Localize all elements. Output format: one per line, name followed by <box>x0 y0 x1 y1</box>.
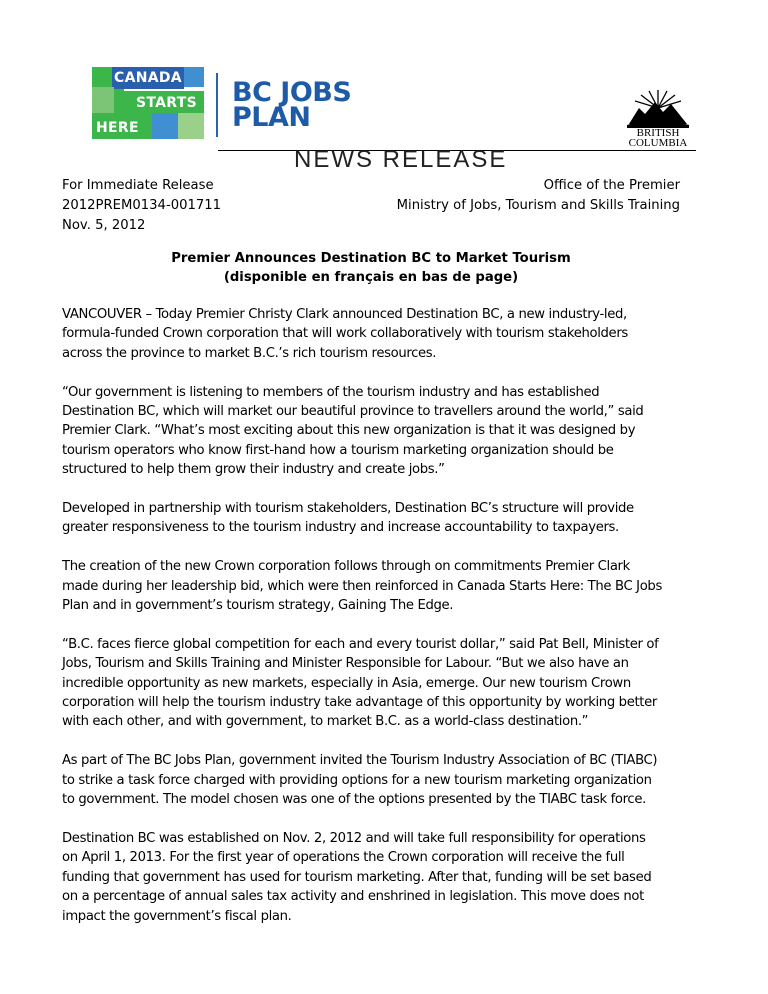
text-line: corporation will help the tourism industry take advantage of this opportunity by working better <box>62 695 657 711</box>
release-meta-left <box>62 176 221 236</box>
release-number: 2012PREM0134-001711 <box>62 198 222 213</box>
text-line: VANCOUVER – Today Premier Christy Clark announced Destination BC, a new industry-led, <box>62 307 627 322</box>
text-line: formula-funded Crown corporation that will work collaboratively with tourism stakeholders <box>62 326 628 342</box>
text-line: incredible opportunity as new markets, especially in Asia, emerge. Our new tourism Crown <box>62 675 631 691</box>
paragraph <box>62 635 686 732</box>
issuing-ministry: Ministry of Jobs, Tourism and Skills Training <box>396 198 680 213</box>
paragraph <box>62 499 686 538</box>
jobs-plan-line-1: BC JOBS <box>232 77 352 108</box>
bc-name-line-2: COLUMBIA <box>628 137 688 149</box>
text-line: “Our government is listening to members of the tourism industry and has established <box>62 384 600 400</box>
release-body <box>62 305 686 945</box>
text-line: Jobs, Tourism and Skills Training and Minister Responsible for Labour. “But we also have an <box>62 656 629 672</box>
jobs-plan-line-2: PLAN <box>232 102 311 133</box>
news-release-title: NEWS RELEASE <box>294 146 508 173</box>
text-line: to strike a task force charged with providing options for a new tourism marketing organization <box>62 772 652 788</box>
text-line: The creation of the new Crown corporation follows through on commitments Premier Clark <box>62 559 630 575</box>
headline-subtitle: (disponible en français en bas de page) <box>223 270 519 285</box>
text-line: across the province to market B.C.’s rich tourism resources. <box>62 345 437 361</box>
issuing-office: Office of the Premier <box>543 178 680 193</box>
paragraph <box>62 829 686 926</box>
text-line: on a percentage of annual sales tax activity and enshrined in legislation. This move does not <box>62 889 644 905</box>
text-line: greater responsiveness to the tourism industry and increase accountability to taxpayers. <box>62 520 619 536</box>
text-line: impact the government’s fiscal plan. <box>62 908 292 924</box>
text-line: with each other, and with government, to market B.C. as a world-class destination.” <box>62 714 589 730</box>
paragraph <box>62 751 686 809</box>
bc-jobs-plan-logo <box>232 77 352 133</box>
text-line: on April 1, 2013. For the first year of operations the Crown corporation will receive the full <box>62 850 625 866</box>
text-line: tourism operators who know first-hand how a tourism marketing organization should be <box>62 442 614 458</box>
text-line: structured to help them grow their industry and create jobs.” <box>62 462 445 478</box>
british-columbia-wordmark <box>620 128 696 148</box>
bc-name-line-1: BRITISH <box>636 127 680 139</box>
release-date: Nov. 5, 2012 <box>62 218 146 233</box>
logo-word-here: HERE <box>96 120 139 136</box>
text-line: Developed in partnership with tourism stakeholders, Destination BC’s structure will provide <box>62 501 634 517</box>
logo-word-starts: STARTS <box>136 95 197 111</box>
bc-sun-mountain-emblem-icon <box>625 88 691 128</box>
logo-word-canada: CANADA <box>114 70 182 86</box>
paragraph <box>62 383 686 480</box>
logo-divider <box>216 73 218 137</box>
text-line: Premier Clark. “What’s most exciting about this new organization is that it was designed by <box>62 423 636 439</box>
text-line: funding that government has used for tourism marketing. After that, funding will be set based <box>62 869 652 885</box>
text-line: Plan and in government’s tourism strategy, Gaining The Edge. <box>62 598 454 614</box>
paragraph <box>62 305 686 363</box>
text-line: Destination BC, which will market our beautiful province to travellers around the world,” said <box>62 404 644 420</box>
headline-title: Premier Announces Destination BC to Market Tourism <box>171 251 571 266</box>
paragraph <box>62 557 686 615</box>
text-line: to government. The model chosen was one of the options presented by the TIABC task force. <box>62 792 646 808</box>
text-line: Destination BC was established on Nov. 2, 2012 and will take full responsibility for operations <box>62 830 646 846</box>
text-line: made during her leadership bid, which were then reinforced in Canada Starts Here: The BC Jobs <box>62 578 662 594</box>
headline <box>62 249 680 287</box>
text-line: “B.C. faces fierce global competition for each and every tourist dollar,” said Pat Bell, Minister of <box>62 636 659 652</box>
text-line: As part of The BC Jobs Plan, government invited the Tourism Industry Association of BC (TIABC) <box>62 753 658 769</box>
release-type: For Immediate Release <box>62 178 214 193</box>
release-meta-right <box>397 176 680 216</box>
